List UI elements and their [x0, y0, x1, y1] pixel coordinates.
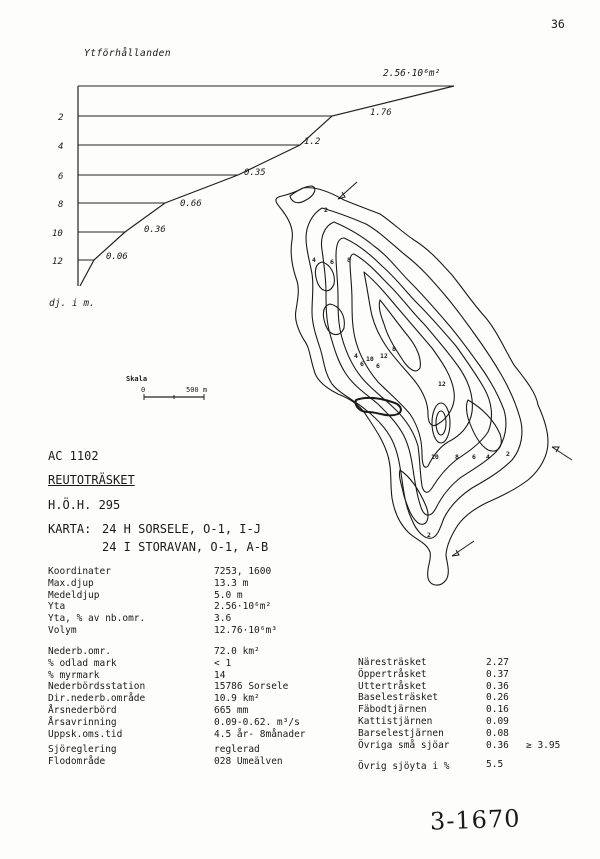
lake-entry-value: 0.09 — [486, 715, 509, 727]
lakes-names — [358, 657, 450, 751]
catchment-value: 72.0 km² — [214, 646, 260, 657]
regulation-label: Sjöreglering — [48, 744, 117, 755]
top-area-label: 2.56·10⁶m² — [383, 68, 441, 79]
scale-zero: 0 — [141, 386, 146, 394]
lake-entry-name: Baselesträsket — [358, 692, 439, 704]
property-label: Volym — [48, 624, 77, 636]
property-value: 12.76·10⁶m³ — [214, 624, 277, 636]
depth-label: 2 — [324, 206, 328, 214]
catchment-value: 10.9 km² — [214, 693, 260, 705]
contour-south-2 — [467, 400, 502, 451]
contour-2 — [306, 208, 522, 538]
lake-entry-name: Näresträsket — [358, 657, 427, 668]
inflow-arrow-east — [552, 447, 572, 460]
lake-entry-value: 0.08 — [486, 727, 509, 739]
catchment-value: 4.5 år- 8månader — [214, 728, 306, 740]
catchment-label: % myrmark — [48, 669, 100, 681]
property-label: Yta, % av nb.omr. — [48, 613, 146, 625]
regulation-value: 028 Umeälven — [214, 755, 283, 767]
lake-name: REUTOTRÄSKET — [48, 473, 135, 487]
lakes-values — [486, 657, 509, 751]
catchment-value: 15786 Sorsele — [214, 681, 289, 693]
lake-entry-value: 2.27 — [486, 657, 509, 668]
contour-13-basin — [436, 411, 446, 435]
lake-entry-name: Fäbodtjärnen — [358, 704, 427, 716]
depth-label: 12 — [380, 352, 388, 360]
catchment-label: Nederbördsstation — [48, 681, 146, 693]
area-label: 0.36 — [144, 225, 166, 235]
area-label: 1.76 — [370, 108, 392, 118]
depth-tick: 8 — [58, 200, 64, 210]
lake-entry-name: Kattistjärnen — [358, 715, 433, 727]
depth-tick: 4 — [58, 142, 64, 152]
property-label: Max.djup — [48, 577, 94, 589]
properties-values — [214, 566, 277, 637]
catchment-label: Årsavrinning — [48, 716, 117, 728]
north-inlet — [290, 186, 315, 203]
scale-end: 500 m — [186, 386, 208, 394]
catchment-label: Årsnederbörd — [48, 704, 117, 716]
karta-sheet-2: 24 I STORAVAN, O-1, A-B — [102, 540, 269, 554]
catchment-label: Dir.nederb.område — [48, 693, 146, 705]
contour-south-1 — [399, 470, 428, 524]
depth-tick: 12 — [52, 257, 63, 267]
depth-tick: 10 — [52, 229, 63, 239]
page-number: 36 — [551, 17, 565, 31]
property-value: 2.56·10⁶m² — [214, 601, 272, 613]
karta-sheet-1: 24 H SORSELE, O-1, I-J — [102, 522, 261, 536]
area-label: 0.06 — [106, 252, 128, 262]
depth-label: 6 — [472, 453, 476, 461]
regulation-label: Flodområde — [48, 755, 106, 767]
catchment-value: 0.09-0.62. m³/s — [214, 716, 300, 728]
catchment-label: Nederb.omr. — [48, 646, 111, 657]
depth-label: 8 — [347, 256, 351, 264]
hypsograph-title: Ytförhållanden — [84, 48, 172, 59]
lake-pct-label: Övrig sjöyta i % — [358, 761, 450, 772]
area-label: 0.66 — [180, 199, 202, 209]
depth-label: 10 — [366, 355, 374, 363]
catchment-values — [214, 646, 306, 740]
property-label: Medeldjup — [48, 589, 100, 601]
lake-entry-value: 0.36 — [486, 739, 509, 751]
property-label: Yta — [48, 601, 66, 613]
depth-label: 2 — [427, 531, 431, 539]
lake-entry-value: 0.16 — [486, 704, 509, 716]
karta-label: KARTA: — [48, 522, 92, 536]
lake-code: AC 1102 — [48, 449, 99, 463]
catchment-labels — [48, 646, 145, 740]
depth-tick: 6 — [58, 172, 64, 182]
depth-label: 2 — [506, 450, 510, 458]
catchment-value: < 1 — [214, 657, 232, 669]
lake-entry-value: 0.26 — [486, 692, 509, 704]
area-label: 0.35 — [244, 168, 266, 178]
property-label: Koordinater — [48, 566, 111, 577]
depth-label: 6 — [376, 362, 380, 370]
catchment-label: % odlad mark — [48, 657, 117, 669]
lake-entry-value: 0.37 — [486, 668, 509, 680]
depth-label: 6 — [330, 258, 334, 266]
property-value: 7253, 1600 — [214, 566, 272, 577]
depth-label: 12 — [438, 380, 446, 388]
lake-altitude: H.Ö.H. 295 — [48, 498, 121, 512]
outflow-arrow-south — [452, 541, 474, 556]
depth-label: 4 — [312, 256, 316, 264]
depth-label: 10 — [431, 453, 439, 461]
scale-title: Skala — [126, 375, 148, 383]
lake-entry-name: Öppertråsket — [358, 668, 427, 680]
regulation-values — [214, 744, 283, 768]
catchment-value: 665 mm — [214, 704, 249, 716]
properties-labels — [48, 566, 145, 637]
lake-pct-value: 5.5 — [486, 759, 504, 770]
area-label: 1.2 — [304, 137, 321, 147]
handwritten-id: 3-1670 — [429, 804, 521, 836]
property-value: 5.0 m — [214, 589, 243, 601]
depth-label: 6 — [360, 360, 364, 368]
depth-label: 8 — [392, 345, 396, 353]
depth-axis-label: dj. i m. — [49, 298, 95, 309]
lake-entry-name: Barselestjärnen — [358, 727, 444, 739]
catchment-label: Uppsk.oms.tid — [48, 728, 123, 740]
lake-entry-name: Övriga små sjöar — [358, 739, 450, 751]
lakes-total: ≥ 3.95 — [526, 740, 561, 751]
depth-label: 4 — [486, 453, 490, 461]
regulation-labels — [48, 744, 117, 768]
lake-entry-value: 0.36 — [486, 680, 509, 692]
depth-tick: 2 — [58, 113, 64, 123]
lake-entry-name: Uttertråsket — [358, 680, 427, 692]
inflow-arrow-north — [338, 182, 357, 199]
contour-12-basin — [432, 403, 450, 443]
property-value: 13.3 m — [214, 577, 249, 589]
depth-label: 8 — [455, 453, 459, 461]
catchment-value: 14 — [214, 669, 226, 681]
property-value: 3.6 — [214, 613, 232, 625]
contour-4 — [322, 222, 506, 515]
depth-label: 4 — [354, 352, 358, 360]
regulation-value: reglerad — [214, 744, 260, 755]
